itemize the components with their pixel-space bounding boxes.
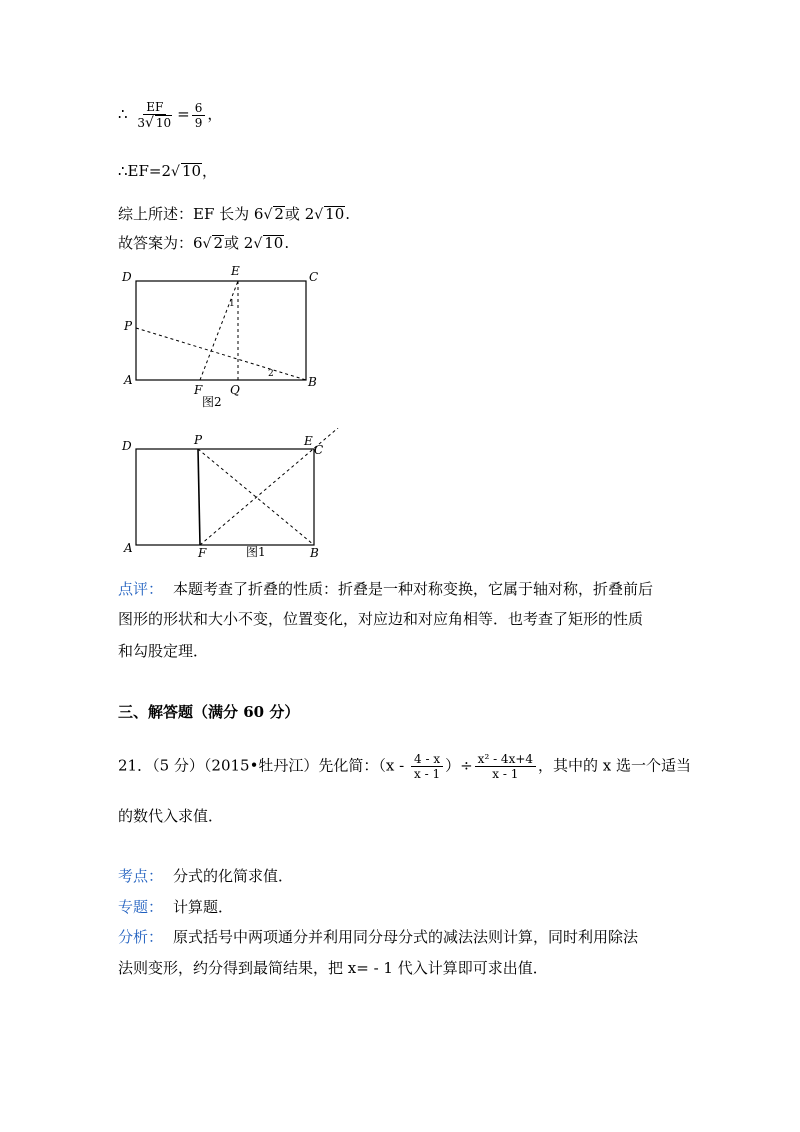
label-c: C <box>314 443 324 457</box>
comment-line-2: 图形的形状和大小不变，位置变化，对应边和对应角相等．也考查了矩形的性质 <box>118 610 644 628</box>
label-c: C <box>309 270 319 284</box>
comment-line-3: 和勾股定理． <box>118 642 209 660</box>
text: 或 2 <box>284 205 315 223</box>
coef: 3 <box>137 116 145 130</box>
label-b: B <box>310 546 319 560</box>
fold-line-fe <box>200 281 238 380</box>
problem-21-line-1 <box>118 752 691 781</box>
rectangle-abcd <box>136 449 314 545</box>
text: 或 2 <box>224 234 254 252</box>
radical-sign: √ <box>171 164 180 180</box>
denominator: x - 1 <box>414 767 441 781</box>
figure-2 <box>110 262 340 412</box>
angle-2-label: 2 <box>268 369 274 379</box>
label-d: D <box>122 270 132 284</box>
radical-sign: √ <box>314 207 324 223</box>
fenxi-label: 分析： <box>118 928 164 946</box>
numerator: EF <box>143 100 166 115</box>
fold-line-pb <box>136 328 306 380</box>
comment-line-1 <box>118 578 653 600</box>
label-f: F <box>194 383 203 397</box>
label-e: E <box>304 434 313 448</box>
kaodian-label: 考点： <box>118 867 164 885</box>
punct: . <box>345 205 351 223</box>
comment-text: 本题考查了折叠的性质：折叠是一种对称变换，它属于轴对称，折叠前后 <box>173 580 654 598</box>
radical-sign: √ <box>263 207 273 223</box>
equals: = <box>177 105 190 123</box>
text: ∴EF=2 <box>118 162 172 180</box>
radicand: 10 <box>181 162 202 180</box>
radicand: 10 <box>264 234 284 252</box>
fenxi-line-2: 法则变形，约分得到最简结果，把 x= - 1 代入计算即可求出值． <box>118 959 548 977</box>
label-f: F <box>198 546 207 560</box>
fraction-2 <box>475 752 536 781</box>
denominator: 9 <box>194 115 203 130</box>
radicand: 2 <box>274 205 284 223</box>
radical-sign: √ <box>144 115 154 131</box>
label-e: E <box>231 264 240 278</box>
radical-sign: √ <box>253 236 263 252</box>
label-a: A <box>124 541 133 555</box>
numerator: 4 - x <box>411 752 443 767</box>
numerator: x² - 4x+4 <box>475 752 536 767</box>
rectangle-abcd <box>136 281 306 380</box>
fenxi-row <box>118 926 638 948</box>
radicand: 2 <box>213 234 224 252</box>
zhuanti-row <box>118 896 233 918</box>
punct: . <box>284 234 290 252</box>
label-p: P <box>124 319 133 333</box>
zhuanti-label: 专题： <box>118 898 164 916</box>
division: ）÷ <box>445 756 473 775</box>
fenxi-text: 原式括号中两项通分并利用同分母分式的减法法则计算，同时利用除法 <box>173 928 639 946</box>
punct: ， <box>207 105 223 123</box>
solution-summary <box>118 203 350 226</box>
solution-step-1 <box>118 100 222 130</box>
kaodian-text: 分式的化简求值． <box>173 867 294 885</box>
text: 综上所述：EF 长为 6 <box>118 205 264 223</box>
kaodian-row <box>118 865 293 887</box>
problem-text: ，其中的 x 选一个适当 <box>538 756 692 775</box>
zhuanti-text: 计算题． <box>173 898 234 916</box>
fraction-6-over-9 <box>192 101 206 130</box>
therefore-symbol: ∴ <box>118 105 128 123</box>
figure-1-caption: 图1 <box>246 545 266 559</box>
figure-2-caption: 图2 <box>202 395 222 409</box>
section-title: 三、解答题（满分 60 分） <box>118 703 300 721</box>
segment-pf <box>198 449 200 545</box>
problem-21-line-2: 的数代入求值． <box>118 807 224 825</box>
radicand: 10 <box>155 116 172 130</box>
denominator: x - 1 <box>492 767 519 781</box>
label-d: D <box>122 439 132 453</box>
label-b: B <box>308 375 317 389</box>
solution-answer <box>118 232 289 255</box>
denominator <box>134 115 175 130</box>
comment-label: 点评： <box>118 580 164 598</box>
fraction-1 <box>411 752 443 781</box>
label-q: Q <box>230 383 240 397</box>
fraction-ef-over-3sqrt10 <box>134 100 175 130</box>
radicand: 10 <box>325 205 345 223</box>
numerator: 6 <box>192 101 206 116</box>
figure-1 <box>110 428 350 563</box>
punct: ， <box>202 162 218 180</box>
radical-sign: √ <box>202 236 212 252</box>
angle-1-label: 1 <box>229 299 235 309</box>
label-p: P <box>194 433 203 447</box>
problem-text: 21．（5 分）（2015•牡丹江）先化简：（x - <box>118 756 409 775</box>
solution-step-2 <box>118 160 217 183</box>
label-a: A <box>124 373 133 387</box>
text: 故答案为：6 <box>118 234 203 252</box>
